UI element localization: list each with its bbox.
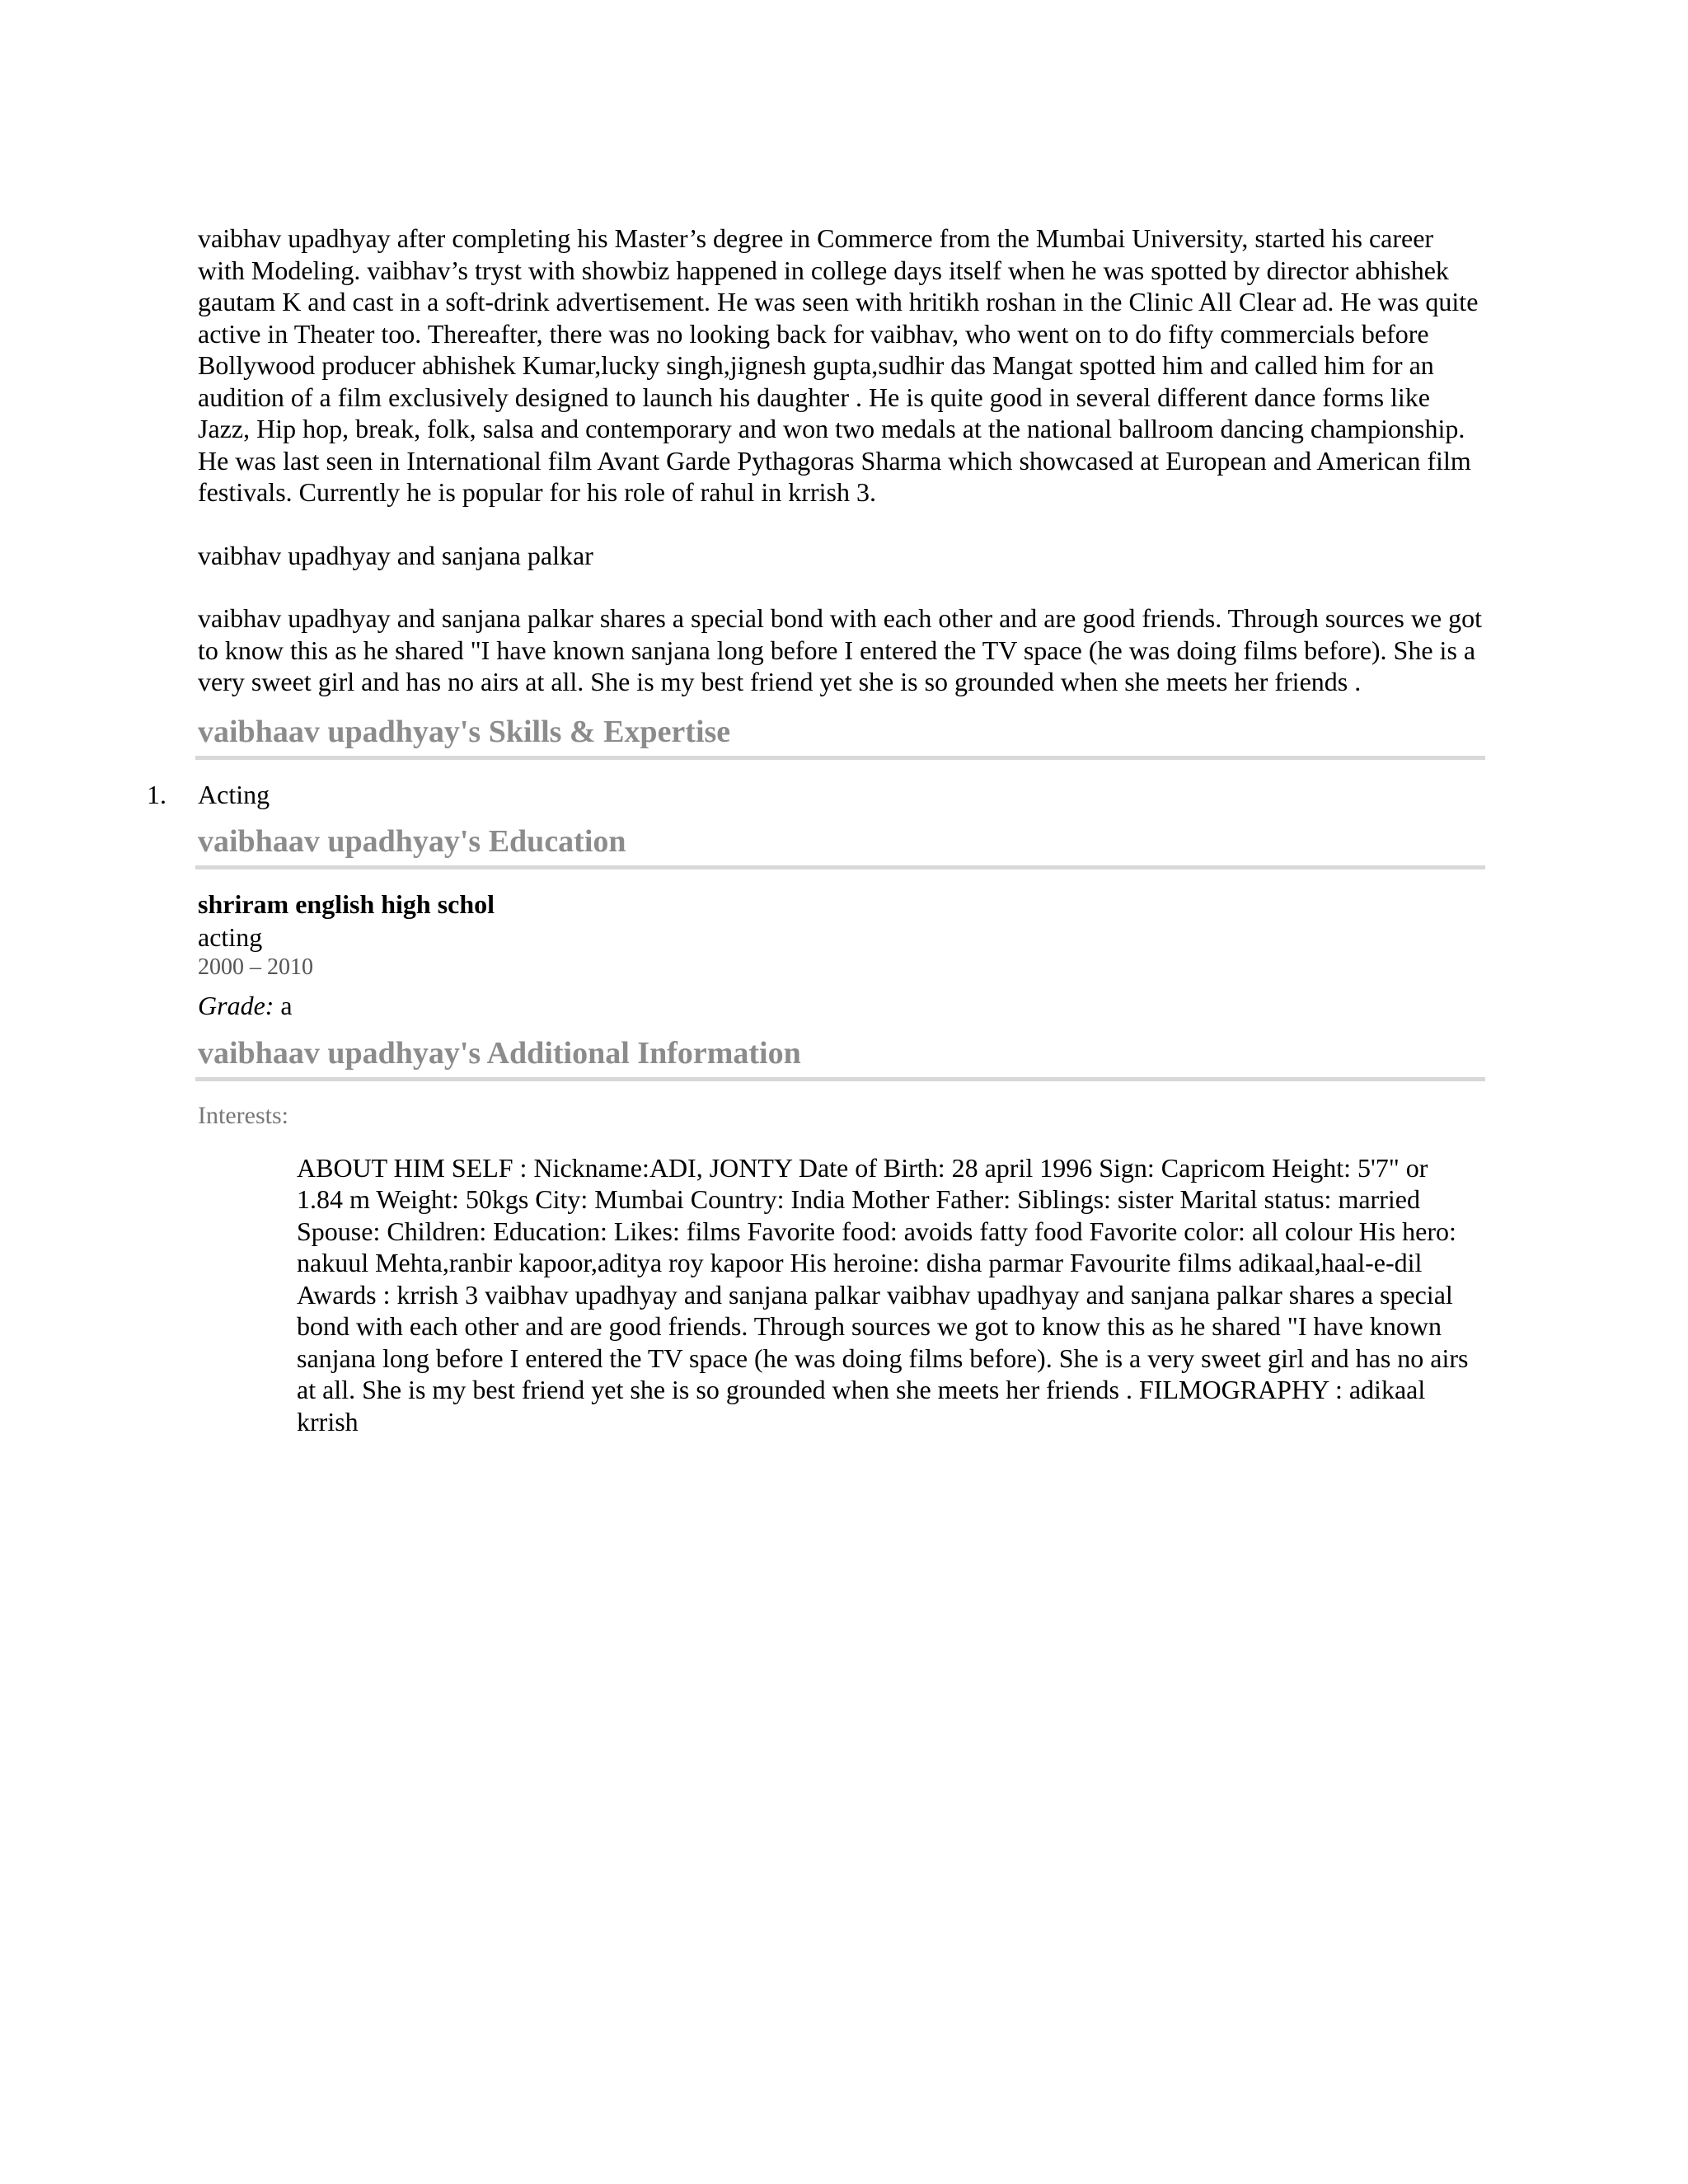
- education-years: 2000 – 2010: [198, 954, 313, 980]
- skills-heading: vaibhaav upadhyay's Skills & Expertise: [195, 713, 1485, 760]
- skill-number: 1.: [147, 779, 166, 809]
- degree-field: acting: [198, 921, 263, 952]
- interests-text: ABOUT HIM SELF : Nickname:ADI, JONTY Date of Birth: 28 april 1996 Sign: Capricom Height: 5'7" or 1.84 m Weight: 50kgs City: Mumbai Country: India Mother Father: Siblings: sister Marital status: married Spouse: Children: Education: Likes: films Favorite food: avoids fatty food Favorite color: all colour His hero: nakuul Mehta,ranbir kapoor,aditya roy kapoor His heroine: disha parmar Favourite films adikaal,haal-e-dil Awards : krrish 3 vaibhav upadhyay and sanjana palkar vaibhav upadhyay and sanjana palkar shares a special bond with each other and are good friends. Through sources we got to know this as he shared "I have known sanjana long before I entered the TV space (he was doing films before). She is a very sweet girl and has no airs at all. She is my best friend yet she is so grounded when she meets her friends . FILMOGRAPHY : adikaal krrish: [297, 1152, 1469, 1436]
- school-name: shriram english high schol: [198, 888, 495, 919]
- skill-item: [147, 778, 1484, 811]
- education-entry: [198, 888, 1484, 1023]
- skills-list: [147, 778, 1484, 811]
- education-heading: vaibhaav upadhyay's Education: [195, 823, 1485, 869]
- skill-label: Acting: [198, 779, 270, 809]
- bio-paragraph-career: vaibhav upadhyay after completing his Master’s degree in Commerce from the Mumbai University, started his career with Modeling. vaibhav’s tryst with showbiz happened in college days itself when he was spotted by director abhishek gautam K and cast in a soft-drink advertisement. He was seen with hritikh roshan in the Clinic All Clear ad. He was quite active in Theater too. Thereafter, there was no looking back for vaibhav, who went on to do fifty commercials before Bollywood producer abhishek Kumar,lucky singh,jignesh gupta,sudhir das Mangat spotted him and called him for an audition of a film exclusively designed to launch his daughter . He is quite good in several different dance forms like Jazz, Hip hop, break, folk, salsa and contemporary and won two medals at the national ballroom dancing championship. He was last seen in International film Avant Garde Pythagoras Sharma which showcased at European and American film festivals. Currently he is popular for his role of rahul in krrish 3.: [198, 223, 1479, 507]
- grade-line: [198, 988, 1484, 1023]
- additional-info-heading: vaibhaav upadhyay's Additional Information: [195, 1034, 1485, 1081]
- bio-paragraph-friendship: vaibhav upadhyay and sanjana palkar shares a special bond with each other and are good friends. Through sources we got to know this as he shared "I have known sanjana long before I entered the TV space (he was doing films before). She is a very sweet girl and has no airs at all. She is my best friend yet she is so grounded when she meets her friends .: [198, 603, 1482, 696]
- grade-value: a: [280, 990, 293, 1020]
- grade-label: Grade:: [198, 990, 274, 1020]
- resume-content: [147, 223, 1484, 1437]
- interests-label: Interests:: [198, 1101, 288, 1129]
- bio-paragraph-subtitle: vaibhav upadhyay and sanjana palkar: [198, 540, 593, 570]
